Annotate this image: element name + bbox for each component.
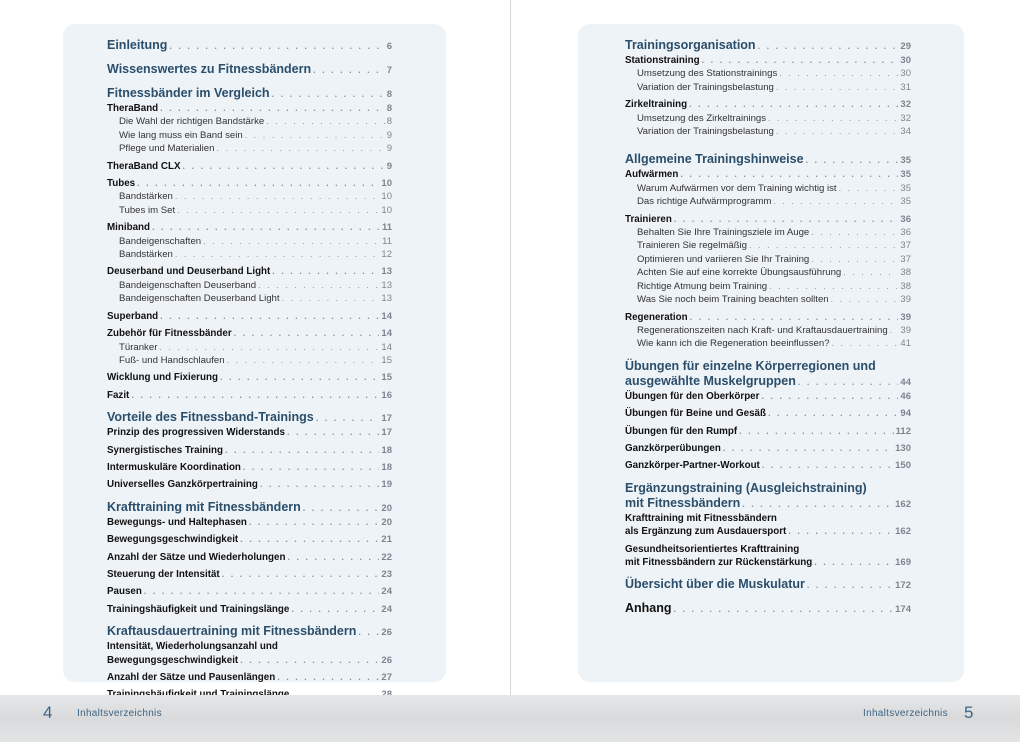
toc-entry[interactable] bbox=[625, 496, 911, 512]
toc-entry-title: Regenerationszeiten nach Kraft- und Kraftausdauertraining bbox=[637, 324, 888, 336]
toc-entry-title: Universelles Ganzkörpertraining bbox=[107, 479, 258, 491]
dot-leader bbox=[266, 115, 384, 128]
toc-entry-page: 36 bbox=[900, 213, 911, 225]
toc-entry-page: 24 bbox=[381, 586, 392, 598]
toc-entry-title: Fitnessbänder im Vergleich bbox=[107, 86, 270, 100]
toc-entry-page: 15 bbox=[381, 372, 392, 384]
toc-entry-page: 32 bbox=[900, 99, 911, 111]
toc-entry-page: 9 bbox=[386, 160, 392, 172]
toc-entry-title: Bandeigenschaften Deuserband bbox=[119, 279, 257, 291]
toc-entry-title: Trainieren bbox=[625, 213, 672, 225]
toc-entry-title: Achten Sie auf eine korrekte Übungsausführung bbox=[637, 267, 842, 279]
toc-entry-title: Trainieren Sie regelmäßig bbox=[637, 240, 748, 252]
toc-entry[interactable] bbox=[107, 177, 392, 190]
toc-entry[interactable] bbox=[625, 152, 911, 168]
toc-entry-title: Intermuskuläre Koordination bbox=[107, 461, 241, 473]
toc-entry-title: Krafttraining mit Fitnessbändern bbox=[625, 512, 777, 524]
toc-entry-page: 34 bbox=[900, 126, 911, 138]
toc-entry-title: ausgewählte Muskelgruppen bbox=[625, 373, 796, 388]
toc-entry-title: Variation der Trainingsbelastung bbox=[637, 81, 774, 93]
toc-entry-page: 44 bbox=[900, 376, 911, 388]
dot-leader bbox=[175, 248, 380, 261]
toc-entry-page: 11 bbox=[382, 235, 392, 247]
toc-entry[interactable] bbox=[625, 601, 911, 617]
right-page bbox=[510, 0, 1020, 742]
toc-entry-title: Bewegungsgeschwindigkeit bbox=[107, 534, 239, 546]
toc-entry[interactable] bbox=[625, 98, 911, 111]
toc-entry-page: 174 bbox=[895, 604, 911, 616]
toc-entry[interactable] bbox=[625, 38, 911, 54]
toc-entry-title: Behalten Sie Ihre Trainingsziele im Auge bbox=[637, 227, 810, 239]
toc-entry-page: 11 bbox=[381, 222, 392, 234]
dot-leader bbox=[227, 354, 380, 367]
toc-entry-title: Kraftausdauertraining mit Fitnessbändern bbox=[107, 624, 357, 639]
dot-leader bbox=[234, 327, 380, 340]
dot-leader bbox=[788, 525, 893, 538]
toc-entry-title: Ergänzungstraining (Ausgleichstraining) bbox=[625, 480, 867, 495]
toc-entry[interactable] bbox=[107, 671, 392, 684]
toc-entry[interactable] bbox=[625, 481, 911, 496]
toc-entry[interactable] bbox=[625, 195, 911, 208]
toc-entry-page: 26 bbox=[381, 627, 392, 639]
toc-entry-title: Synergistisches Training bbox=[107, 444, 223, 456]
toc-entry[interactable] bbox=[625, 280, 911, 293]
dot-leader bbox=[137, 177, 379, 190]
dot-leader bbox=[175, 190, 380, 203]
toc-entry-page: 94 bbox=[900, 408, 911, 420]
toc-entry[interactable] bbox=[625, 359, 911, 374]
toc-entry[interactable] bbox=[625, 125, 911, 138]
toc-entry-title: als Ergänzung zum Ausdauersport bbox=[625, 526, 787, 538]
toc-entry[interactable] bbox=[625, 543, 911, 556]
toc-entry-title: Trainingsorganisation bbox=[625, 38, 756, 52]
toc-entry-title: Zirkeltraining bbox=[625, 99, 688, 111]
toc-entry[interactable] bbox=[625, 374, 911, 390]
toc-entry[interactable] bbox=[625, 425, 911, 438]
toc-entry-page: 12 bbox=[381, 249, 392, 261]
dot-leader bbox=[680, 168, 898, 181]
toc-entry-title: Ganzkörper-Partner-Workout bbox=[625, 460, 760, 472]
dot-leader bbox=[316, 411, 380, 426]
toc-entry-title: Umsetzung des Stationstrainings bbox=[637, 68, 778, 80]
toc-entry[interactable] bbox=[625, 556, 911, 569]
toc-entry[interactable] bbox=[107, 38, 392, 54]
toc-entry[interactable] bbox=[625, 182, 911, 195]
toc-entry-page: 31 bbox=[900, 81, 911, 93]
toc-entry-page: 10 bbox=[381, 191, 392, 203]
toc-entry-page: 35 bbox=[900, 196, 911, 208]
toc-entry[interactable] bbox=[107, 410, 392, 426]
toc-entry[interactable] bbox=[107, 426, 392, 439]
toc-entry-page: 32 bbox=[900, 112, 911, 124]
toc-entry[interactable] bbox=[107, 62, 392, 78]
toc-entry-page: 172 bbox=[895, 580, 911, 592]
toc-entry-title: Stationstraining bbox=[625, 55, 700, 66]
toc-entry[interactable] bbox=[107, 292, 392, 305]
left-footer-label: Inhaltsverzeichnis bbox=[77, 708, 162, 719]
dot-leader bbox=[177, 204, 379, 217]
toc-entry-page: 13 bbox=[381, 293, 392, 305]
toc-entry[interactable] bbox=[107, 248, 392, 261]
dot-leader bbox=[776, 81, 899, 94]
dot-leader bbox=[243, 461, 380, 474]
toc-entry[interactable] bbox=[625, 67, 911, 80]
toc-list-left bbox=[107, 38, 392, 702]
toc-entry[interactable] bbox=[107, 341, 392, 354]
dot-leader bbox=[287, 426, 379, 439]
toc-entry-page: 150 bbox=[895, 460, 911, 472]
dot-leader bbox=[225, 444, 379, 457]
toc-entry-page: 112 bbox=[895, 425, 911, 437]
dot-leader bbox=[779, 67, 898, 80]
dot-leader bbox=[739, 425, 894, 438]
toc-entry-page: 18 bbox=[381, 461, 392, 473]
toc-entry-page: 9 bbox=[386, 143, 392, 155]
toc-entry-title: Bandeigenschaften Deuserband Light bbox=[119, 293, 280, 305]
toc-entry[interactable] bbox=[107, 389, 392, 402]
toc-entry-page: 15 bbox=[381, 354, 392, 366]
toc-entry-title: Türanker bbox=[119, 341, 158, 353]
toc-entry[interactable] bbox=[107, 654, 392, 667]
toc-entry-page: 6 bbox=[386, 41, 392, 52]
toc-entry[interactable] bbox=[107, 568, 392, 581]
toc-entry[interactable] bbox=[107, 235, 392, 248]
dot-leader bbox=[303, 501, 380, 516]
toc-entry-page: 19 bbox=[381, 479, 392, 491]
toc-entry-page: 35 bbox=[900, 155, 911, 167]
dot-leader bbox=[169, 39, 384, 54]
toc-entry-page: 37 bbox=[900, 240, 911, 252]
toc-entry-page: 16 bbox=[381, 389, 392, 401]
dot-leader bbox=[144, 585, 380, 598]
toc-entry-title: Deuserband und Deuserband Light bbox=[107, 266, 271, 278]
dot-leader bbox=[773, 195, 898, 208]
toc-entry[interactable] bbox=[625, 266, 911, 279]
dot-leader bbox=[245, 129, 385, 142]
toc-entry[interactable] bbox=[625, 81, 911, 94]
toc-entry-page: 162 bbox=[895, 526, 911, 538]
toc-entry-title: mit Fitnessbändern zur Rückenstärkung bbox=[625, 556, 813, 568]
dot-leader bbox=[358, 625, 379, 640]
toc-entry-title: Trainingshäufigkeit und Trainingslänge bbox=[107, 603, 290, 615]
toc-entry-title: Warum Aufwärmen vor dem Training wichtig ist bbox=[637, 182, 837, 194]
toc-entry-title: Was Sie noch beim Training beachten sollten bbox=[637, 294, 829, 306]
toc-entry-title: Pflege und Materialien bbox=[119, 143, 215, 155]
toc-entry-title: Bandstärken bbox=[119, 191, 173, 203]
toc-entry-title: Fuß- und Handschlaufen bbox=[119, 354, 225, 366]
toc-entry[interactable] bbox=[107, 190, 392, 203]
toc-entry-title: mit Fitnessbändern bbox=[625, 495, 741, 510]
dot-leader bbox=[811, 253, 898, 266]
toc-entry-title: Steuerung der Intensität bbox=[107, 568, 220, 580]
dot-leader bbox=[222, 568, 380, 581]
toc-entry-title: Bewegungs- und Haltephasen bbox=[107, 516, 247, 528]
toc-entry[interactable] bbox=[107, 115, 392, 128]
toc-entry-title: Bandstärken bbox=[119, 249, 173, 261]
toc-panel-left bbox=[63, 24, 446, 682]
toc-entry-title: Die Wahl der richtigen Bandstärke bbox=[119, 116, 265, 128]
toc-entry-title: Zubehör für Fitnessbänder bbox=[107, 328, 232, 340]
toc-entry-page: 37 bbox=[900, 253, 911, 265]
dot-leader bbox=[674, 602, 894, 617]
toc-entry[interactable] bbox=[107, 516, 392, 529]
toc-entry[interactable] bbox=[107, 603, 392, 616]
dot-leader bbox=[814, 556, 893, 569]
toc-entry-title: Krafttraining mit Fitnessbändern bbox=[107, 499, 301, 514]
dot-leader bbox=[258, 279, 379, 292]
toc-entry-page: 8 bbox=[386, 103, 392, 114]
dot-leader bbox=[798, 375, 899, 390]
toc-entry-page: 46 bbox=[900, 390, 911, 402]
toc-entry[interactable] bbox=[107, 371, 392, 384]
toc-entry-title: Bewegungsgeschwindigkeit bbox=[107, 654, 239, 666]
toc-entry-page: 26 bbox=[381, 654, 392, 666]
toc-entry[interactable] bbox=[107, 310, 392, 323]
left-page-number: 4 bbox=[43, 703, 53, 722]
toc-entry-title: Variation der Trainingsbelastung bbox=[637, 126, 774, 138]
toc-entry-title: Übungen für den Oberkörper bbox=[625, 390, 760, 402]
toc-entry-title: Übungen für Beine und Gesäß bbox=[625, 408, 766, 420]
toc-entry-page: 29 bbox=[900, 41, 911, 52]
toc-entry[interactable] bbox=[107, 279, 392, 292]
toc-entry-title: TheraBand bbox=[107, 103, 159, 114]
dot-leader bbox=[742, 497, 893, 512]
toc-entry-title: Anzahl der Sätze und Pausenlängen bbox=[107, 672, 276, 683]
toc-entry-title: Superband bbox=[107, 310, 159, 322]
dot-leader bbox=[240, 533, 379, 546]
toc-entry-title: Pausen bbox=[107, 586, 142, 598]
toc-entry-page: 14 bbox=[381, 328, 392, 340]
dot-leader bbox=[769, 280, 898, 293]
toc-entry-title: Regeneration bbox=[625, 311, 688, 323]
toc-entry-page: 22 bbox=[381, 551, 392, 563]
dot-leader bbox=[159, 341, 379, 354]
toc-entry[interactable] bbox=[625, 311, 911, 324]
toc-entry-title: Fazit bbox=[107, 389, 130, 401]
toc-entry[interactable] bbox=[625, 213, 911, 226]
toc-entry-title: Wie lang muss ein Band sein bbox=[119, 129, 243, 141]
dot-leader bbox=[152, 221, 380, 234]
toc-entry[interactable] bbox=[107, 533, 392, 546]
toc-entry-page: 14 bbox=[381, 310, 392, 322]
toc-entry-title: Einleitung bbox=[107, 38, 168, 52]
dot-leader bbox=[674, 213, 899, 226]
toc-entry-page: 162 bbox=[895, 498, 911, 510]
right-footer-label: Inhaltsverzeichnis bbox=[863, 708, 948, 719]
dot-leader bbox=[183, 160, 385, 173]
toc-entry-page: 17 bbox=[381, 427, 392, 439]
toc-entry[interactable] bbox=[107, 500, 392, 516]
toc-entry-title: Das richtige Aufwärmprogramm bbox=[637, 196, 772, 208]
dot-leader bbox=[832, 337, 899, 350]
toc-entry-page: 35 bbox=[900, 182, 911, 194]
dot-leader bbox=[723, 442, 893, 455]
toc-list-right bbox=[625, 38, 911, 617]
dot-leader bbox=[758, 39, 899, 54]
toc-entry-title: TheraBand CLX bbox=[107, 160, 181, 172]
toc-entry[interactable] bbox=[625, 512, 911, 525]
dot-leader bbox=[291, 603, 379, 616]
dot-leader bbox=[831, 293, 899, 306]
toc-entry-title: Intensität, Wiederholungsanzahl und bbox=[107, 641, 278, 653]
toc-entry-page: 20 bbox=[381, 502, 392, 514]
dot-leader bbox=[768, 112, 898, 125]
toc-entry-page: 38 bbox=[900, 280, 911, 292]
toc-entry-title: Ganzkörperübungen bbox=[625, 442, 721, 454]
toc-entry-title: Allgemeine Trainingshinweise bbox=[625, 152, 804, 167]
toc-entry-page: 169 bbox=[895, 556, 911, 568]
dot-leader bbox=[216, 142, 384, 155]
dot-leader bbox=[689, 98, 898, 111]
toc-entry-page: 7 bbox=[386, 65, 392, 76]
toc-entry[interactable] bbox=[625, 54, 911, 67]
toc-entry-title: Anzahl der Sätze und Wiederholungen bbox=[107, 551, 286, 563]
dot-leader bbox=[768, 407, 898, 420]
toc-entry-title: Wicklung und Fixierung bbox=[107, 372, 218, 384]
toc-entry-page: 30 bbox=[900, 55, 911, 66]
dot-leader bbox=[839, 182, 899, 195]
toc-entry-title: Wissenswertes zu Fitnessbändern bbox=[107, 62, 312, 76]
dot-leader bbox=[287, 551, 379, 564]
dot-leader bbox=[811, 226, 898, 239]
toc-entry[interactable] bbox=[107, 461, 392, 474]
toc-entry[interactable] bbox=[107, 204, 392, 217]
toc-entry-page: 18 bbox=[381, 444, 392, 456]
toc-entry[interactable] bbox=[625, 407, 911, 420]
right-page-number: 5 bbox=[964, 703, 974, 722]
toc-entry[interactable] bbox=[107, 551, 392, 564]
dot-leader bbox=[776, 125, 899, 138]
dot-leader bbox=[272, 265, 379, 278]
dot-leader bbox=[807, 578, 893, 593]
toc-entry-title: Tubes im Set bbox=[119, 204, 176, 216]
toc-entry-page: 39 bbox=[900, 311, 911, 323]
dot-leader bbox=[277, 671, 379, 684]
toc-entry-page: 8 bbox=[386, 116, 392, 128]
toc-entry-page: 17 bbox=[381, 413, 392, 425]
toc-entry-page: 39 bbox=[900, 324, 911, 336]
toc-entry[interactable] bbox=[625, 390, 911, 403]
dot-leader bbox=[220, 371, 379, 384]
toc-entry[interactable] bbox=[107, 585, 392, 598]
toc-entry-page: 10 bbox=[381, 178, 392, 190]
toc-entry[interactable] bbox=[625, 459, 911, 472]
dot-leader bbox=[806, 153, 899, 168]
dot-leader bbox=[240, 654, 379, 667]
toc-entry-title: Übersicht über die Muskulatur bbox=[625, 577, 805, 592]
dot-leader bbox=[690, 311, 899, 324]
toc-entry[interactable] bbox=[625, 337, 911, 350]
toc-entry-title: Übungen für einzelne Körperregionen und bbox=[625, 358, 876, 373]
toc-entry-page: 36 bbox=[900, 227, 911, 239]
toc-entry-title: Optimieren und variieren Sie Ihr Training bbox=[637, 253, 810, 265]
toc-entry[interactable] bbox=[107, 640, 392, 653]
dot-leader bbox=[131, 389, 379, 402]
toc-entry-page: 24 bbox=[381, 603, 392, 615]
dot-leader bbox=[260, 478, 380, 491]
toc-entry-title: Miniband bbox=[107, 222, 150, 234]
toc-entry-page: 21 bbox=[381, 534, 392, 546]
toc-entry[interactable] bbox=[625, 253, 911, 266]
toc-entry-page: 13 bbox=[381, 279, 392, 291]
toc-entry-page: 14 bbox=[381, 341, 392, 353]
toc-panel-right bbox=[578, 24, 964, 682]
toc-entry[interactable] bbox=[625, 442, 911, 455]
toc-entry-title: Wie kann ich die Regeneration beeinflussen? bbox=[637, 338, 830, 350]
toc-entry[interactable] bbox=[107, 444, 392, 457]
toc-entry-title: Prinzip des progressiven Widerstands bbox=[107, 427, 285, 439]
dot-leader bbox=[249, 516, 380, 529]
toc-entry-page: 30 bbox=[900, 68, 911, 80]
dot-leader bbox=[313, 63, 385, 78]
dot-leader bbox=[203, 235, 380, 248]
toc-entry-title: Richtige Atmung beim Training bbox=[637, 280, 768, 292]
dot-leader bbox=[843, 266, 898, 279]
toc-entry-title: Anhang bbox=[625, 601, 672, 616]
toc-entry-page: 35 bbox=[900, 169, 911, 181]
dot-leader bbox=[749, 239, 898, 252]
toc-entry[interactable] bbox=[625, 525, 911, 538]
toc-entry-page: 38 bbox=[900, 267, 911, 279]
dot-leader bbox=[160, 310, 379, 323]
toc-entry[interactable] bbox=[107, 221, 392, 234]
toc-entry[interactable] bbox=[107, 354, 392, 367]
toc-entry[interactable] bbox=[107, 265, 392, 278]
toc-entry[interactable] bbox=[107, 478, 392, 491]
toc-entry-title: Vorteile des Fitnessband-Trainings bbox=[107, 410, 314, 425]
toc-entry-title: Übungen für den Rumpf bbox=[625, 425, 738, 437]
toc-entry[interactable] bbox=[625, 226, 911, 239]
toc-entry-page: 23 bbox=[381, 568, 392, 580]
dot-leader bbox=[761, 390, 898, 403]
toc-entry[interactable] bbox=[107, 160, 392, 173]
toc-entry[interactable] bbox=[625, 112, 911, 125]
dot-leader bbox=[890, 324, 899, 337]
toc-entry[interactable] bbox=[625, 293, 911, 306]
toc-entry[interactable] bbox=[107, 624, 392, 640]
toc-entry[interactable] bbox=[625, 239, 911, 252]
dot-leader bbox=[762, 459, 893, 472]
dot-leader bbox=[160, 102, 385, 115]
toc-entry-page: 20 bbox=[381, 516, 392, 528]
dot-leader bbox=[272, 87, 385, 102]
toc-entry[interactable] bbox=[625, 324, 911, 337]
dot-leader bbox=[702, 54, 899, 67]
toc-entry[interactable] bbox=[625, 577, 911, 593]
toc-entry-page: 39 bbox=[900, 294, 911, 306]
toc-entry-page: 8 bbox=[386, 89, 392, 100]
toc-entry[interactable] bbox=[107, 102, 392, 115]
toc-entry-title: Tubes bbox=[107, 178, 136, 190]
toc-entry-page: 130 bbox=[895, 442, 911, 454]
toc-entry[interactable] bbox=[107, 86, 392, 102]
toc-entry-page: 41 bbox=[900, 338, 911, 350]
toc-entry-title: Umsetzung des Zirkeltrainings bbox=[637, 112, 767, 124]
toc-entry[interactable] bbox=[107, 129, 392, 142]
toc-entry[interactable] bbox=[625, 168, 911, 181]
toc-entry[interactable] bbox=[107, 142, 392, 155]
toc-entry-title: Gesundheitsorientiertes Krafttraining bbox=[625, 543, 800, 555]
dot-leader bbox=[282, 292, 380, 305]
toc-entry[interactable] bbox=[107, 327, 392, 340]
toc-entry-title: Bandeigenschaften bbox=[119, 235, 202, 247]
toc-entry-page: 13 bbox=[381, 266, 392, 278]
toc-entry-page: 9 bbox=[386, 129, 392, 141]
toc-entry-page: 10 bbox=[381, 204, 392, 216]
toc-entry-title: Aufwärmen bbox=[625, 169, 679, 181]
toc-entry-page: 27 bbox=[381, 672, 392, 683]
